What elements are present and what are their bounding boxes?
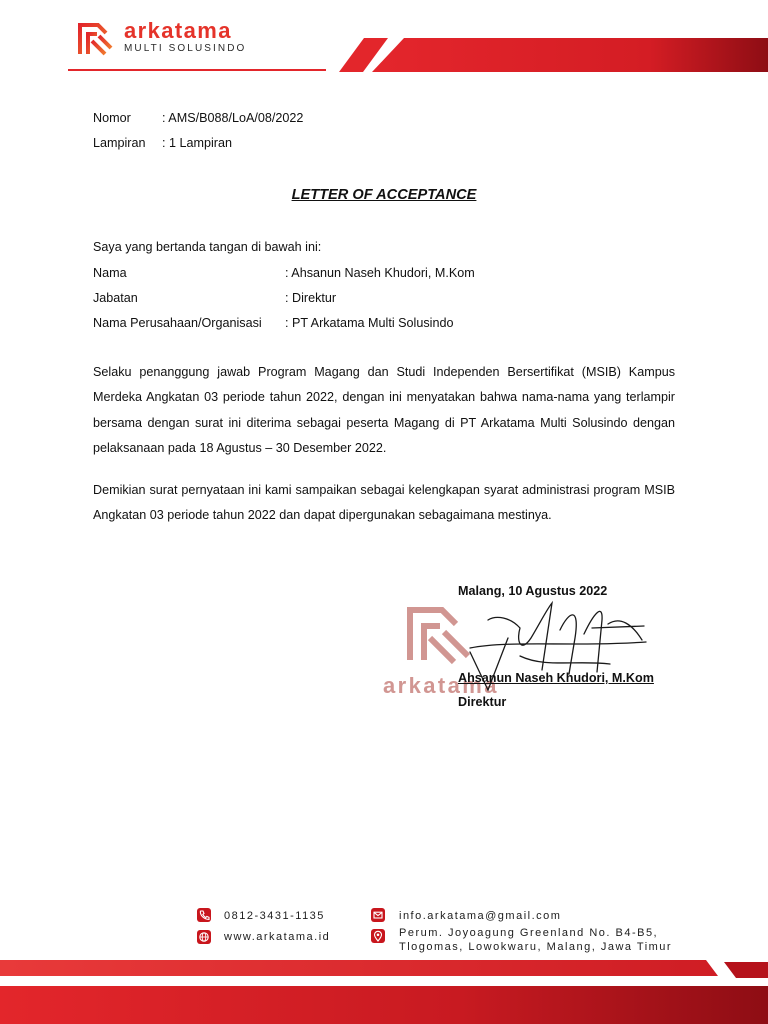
footer-phone: 0812-3431-1135 (224, 910, 325, 922)
footer-band-bottom (0, 986, 768, 1024)
footer-decoration (0, 940, 768, 1024)
field-label-nama: Nama (93, 266, 127, 280)
signer-name: Ahsanun Naseh Khudori, M.Kom (458, 671, 654, 685)
letter-title: LETTER OF ACCEPTANCE (291, 187, 477, 203)
nomor-label: Nomor (93, 111, 131, 125)
paragraph-line: Merdeka Angkatan 03 periode tahun 2022, dengan ini menyatakan bahwa nama-nama yang terlampir (93, 390, 675, 405)
stamp-logo-icon (410, 610, 468, 662)
field-value-organisasi: : PT Arkatama Multi Solusindo (285, 316, 454, 330)
paragraph-line: bersama dengan surat ini diterima sebagai peserta Magang di PT Arkatama Multi Solusindo dengan (93, 415, 675, 430)
lampiran-label: Lampiran (93, 136, 146, 150)
field-label-organisasi: Nama Perusahaan/Organisasi (93, 316, 262, 330)
field-value-jabatan: : Direktur (285, 291, 337, 305)
paragraph-line: Angkatan 03 periode tahun 2022 dan dapat dipergunakan sebagaimana mestinya. (93, 508, 552, 523)
phone-icon (197, 908, 211, 922)
footer-band-top (0, 960, 718, 976)
header-rule (68, 69, 326, 71)
body-paragraph-2 (93, 478, 675, 529)
footer-website: www.arkatama.id (224, 931, 331, 943)
footer-email: info.arkatama@gmail.com (399, 910, 562, 922)
lampiran-value: : 1 Lampiran (162, 136, 233, 150)
stamp-text: arkatama (383, 673, 499, 698)
logo-tagline: MULTI SOLUSINDO (124, 43, 247, 54)
arkatama-logo-icon (76, 20, 114, 57)
footer-address-line-1: Perum. Joyoagung Greenland No. B4-B5, (399, 927, 659, 939)
field-label-jabatan: Jabatan (93, 291, 138, 305)
logo-name: arkatama (124, 18, 232, 43)
signature-stamp-area (370, 598, 670, 702)
paragraph-line: pelaksanaan pada 18 Agustus – 30 Desember 2022. (93, 440, 387, 455)
signer-title: Direktur (458, 695, 507, 709)
intro-text: Saya yang bertanda tangan di bawah ini: (93, 240, 322, 254)
place-date: Malang, 10 Agustus 2022 (458, 584, 608, 598)
body-paragraph-1 (93, 360, 675, 461)
field-value-nama: : Ahsanun Naseh Khudori, M.Kom (285, 266, 475, 280)
footer-address-line-2: Tlogomas, Lowokwaru, Malang, Jawa Timur (399, 941, 673, 953)
header-band (372, 38, 768, 72)
paragraph-line: Selaku penanggung jawab Program Magang dan Studi Independen Bersertifikat (MSIB) Kampus (93, 365, 675, 379)
paragraph-line: Demikian surat pernyataan ini kami sampaikan sebagai kelengkapan syarat administrasi program MSIB (93, 483, 675, 497)
footer-band-accent (724, 962, 768, 978)
email-icon (371, 908, 385, 922)
nomor-value: : AMS/B088/LoA/08/2022 (162, 111, 304, 125)
header-decoration (0, 0, 768, 80)
